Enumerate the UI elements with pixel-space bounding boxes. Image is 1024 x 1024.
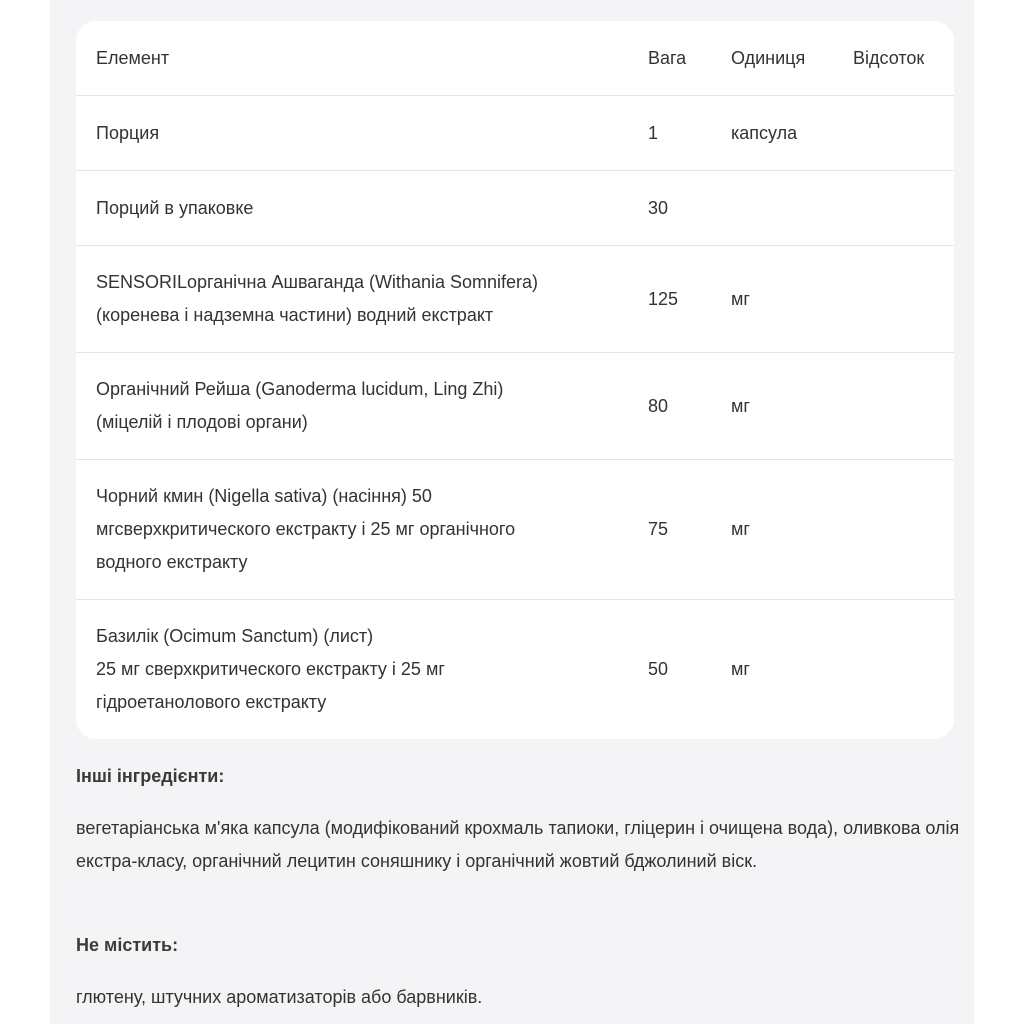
cell-weight: 80	[648, 395, 669, 416]
does-not-contain-text: глютену, штучних ароматизаторів або барвників.	[76, 987, 483, 1007]
cell-element: Порция	[96, 122, 160, 143]
cell-percent	[853, 460, 954, 600]
table-row	[76, 246, 954, 353]
cell-element: Порций в упаковке	[96, 197, 254, 218]
table-row	[76, 96, 954, 171]
table-header-row	[76, 21, 954, 96]
header-unit: Одиниця	[731, 47, 806, 68]
cell-unit: капсула	[731, 122, 798, 143]
header-weight: Вага	[648, 47, 687, 68]
cell-element: SENSORILорганічна Ашваганда (Withania Somnifera) (коренева і надземна частини) водний екстракт	[96, 272, 539, 325]
cell-weight: 75	[648, 519, 669, 539]
table-row	[76, 171, 954, 246]
cell-weight: 125	[648, 288, 679, 309]
cell-unit: мг	[731, 659, 750, 679]
does-not-contain-heading: Не містить:	[76, 935, 179, 955]
supplement-facts-table	[76, 21, 954, 739]
cell-percent	[853, 600, 954, 740]
page-background	[50, 0, 974, 1024]
cell-unit: мг	[731, 519, 750, 539]
cell-percent	[853, 246, 954, 353]
other-ingredients-heading: Інші інгредієнти:	[76, 766, 225, 786]
supplement-facts-card	[76, 21, 954, 739]
cell-percent	[853, 171, 954, 246]
table-row	[76, 353, 954, 460]
header-percent: Відсоток	[853, 47, 925, 68]
cell-unit: мг	[731, 395, 750, 416]
other-ingredients-text: вегетаріанська м'яка капсула (модифікований крохмаль тапиоки, гліцерин і очищена вода), оливкова олія екстра-класу, органічний лецитин соняшнику і органічний жовтий бджолиний віск.	[76, 818, 960, 871]
cell-percent	[853, 353, 954, 460]
cell-weight: 1	[648, 122, 659, 143]
cell-weight: 50	[648, 659, 669, 679]
cell-element: Органічний Рейша (Ganoderma lucidum, Ling Zhi) (міцелій і плодові органи)	[96, 379, 504, 432]
cell-weight: 30	[648, 197, 669, 218]
table-row	[76, 600, 954, 740]
cell-unit	[731, 171, 853, 246]
cell-element: Базилік (Ocimum Sanctum) (лист) 25 мг сверхкритического екстракту і 25 мг гідроетанолового екстракту	[96, 626, 445, 712]
cell-percent	[853, 96, 954, 171]
header-element: Елемент	[96, 47, 170, 68]
cell-element: Чорний кмин (Nigella sativa) (насіння) 50 мгсверхкритического екстракту і 25 мг органічного водного екстракту	[96, 486, 516, 572]
cell-unit: мг	[731, 288, 750, 309]
table-row	[76, 460, 954, 600]
